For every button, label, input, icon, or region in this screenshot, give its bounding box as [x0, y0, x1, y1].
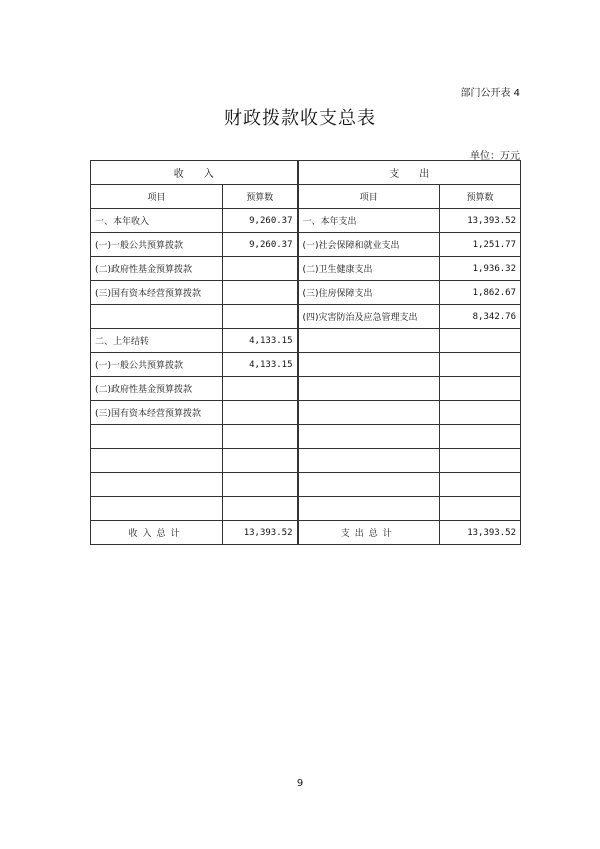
expense-value-cell: 13,393.52 — [440, 209, 521, 233]
page-tag: 部门公开表 4 — [460, 88, 520, 99]
income-item-cell — [91, 449, 223, 473]
section-header-row — [91, 161, 521, 185]
income-item-cell: (二)政府性基金预算拨款 — [91, 377, 223, 401]
expense-item-cell: (二)卫生健康支出 — [298, 257, 440, 281]
table-row — [91, 377, 521, 401]
income-value-cell — [223, 305, 298, 329]
table-row — [91, 233, 521, 257]
table-row — [91, 353, 521, 377]
table-row — [91, 305, 521, 329]
expense-value-cell — [440, 497, 521, 521]
income-item-cell: (三)国有资本经营预算拨款 — [91, 281, 223, 305]
expense-value-cell — [440, 329, 521, 353]
expense-item-cell: (四)灾害防治及应急管理支出 — [298, 305, 440, 329]
expense-item-cell — [298, 449, 440, 473]
expense-item-cell: 一、本年支出 — [298, 209, 440, 233]
income-value-cell: 4,133.15 — [223, 353, 298, 377]
table-row — [91, 281, 521, 305]
page-number: 9 — [296, 778, 304, 789]
expense-value-cell — [440, 425, 521, 449]
expense-item-cell — [298, 329, 440, 353]
income-section-header: 收 入 — [91, 161, 298, 185]
table-row — [91, 209, 521, 233]
expense-total-label: 支出总计 — [298, 521, 440, 545]
expense-item-cell — [298, 353, 440, 377]
income-value-cell — [223, 497, 298, 521]
income-value-cell: 4,133.15 — [223, 329, 298, 353]
page-title: 财政拨款收支总表 — [224, 108, 376, 129]
income-item-cell — [91, 305, 223, 329]
income-value-cell — [223, 281, 298, 305]
expense-value-cell — [440, 377, 521, 401]
expense-value-cell — [440, 353, 521, 377]
expense-value-cell: 1,862.67 — [440, 281, 521, 305]
table-row — [91, 257, 521, 281]
finance-table — [90, 160, 521, 545]
income-budget-header: 预算数 — [223, 185, 298, 209]
expense-section-header: 支 出 — [298, 161, 521, 185]
income-item-cell: 一、本年收入 — [91, 209, 223, 233]
income-value-cell: 9,260.37 — [223, 233, 298, 257]
expense-item-cell — [298, 401, 440, 425]
income-value-cell — [223, 449, 298, 473]
expense-item-cell — [298, 473, 440, 497]
table-row — [91, 497, 521, 521]
income-item-cell — [91, 497, 223, 521]
expense-item-cell — [298, 425, 440, 449]
income-value-cell — [223, 257, 298, 281]
expense-total-value: 13,393.52 — [440, 521, 521, 545]
income-item-cell: (二)政府性基金预算拨款 — [91, 257, 223, 281]
table-row — [91, 449, 521, 473]
table-row — [91, 401, 521, 425]
expense-item-cell: (一)社会保障和就业支出 — [298, 233, 440, 257]
expense-value-cell — [440, 473, 521, 497]
table-row — [91, 425, 521, 449]
unit-label: 单位：万元 — [470, 151, 520, 162]
income-value-cell — [223, 401, 298, 425]
table-row — [91, 329, 521, 353]
expense-value-cell: 1,251.77 — [440, 233, 521, 257]
expense-value-cell: 8,342.76 — [440, 305, 521, 329]
income-item-cell: (一)一般公共预算拨款 — [91, 233, 223, 257]
income-item-cell — [91, 425, 223, 449]
income-value-cell — [223, 473, 298, 497]
income-item-cell: (三)国有资本经营预算拨款 — [91, 401, 223, 425]
income-value-cell: 9,260.37 — [223, 209, 298, 233]
expense-budget-header: 预算数 — [440, 185, 521, 209]
expense-item-header: 项目 — [298, 185, 440, 209]
income-item-cell: 二、上年结转 — [91, 329, 223, 353]
income-total-value: 13,393.52 — [223, 521, 298, 545]
column-header-row — [91, 185, 521, 209]
income-item-cell: (一)一般公共预算拨款 — [91, 353, 223, 377]
expense-value-cell — [440, 401, 521, 425]
income-value-cell — [223, 425, 298, 449]
income-item-cell — [91, 473, 223, 497]
income-total-label: 收入总计 — [91, 521, 223, 545]
income-value-cell — [223, 377, 298, 401]
expense-item-cell — [298, 377, 440, 401]
expense-item-cell: (三)住房保障支出 — [298, 281, 440, 305]
expense-value-cell: 1,936.32 — [440, 257, 521, 281]
total-row — [91, 521, 521, 545]
expense-item-cell — [298, 497, 440, 521]
income-item-header: 项目 — [91, 185, 223, 209]
expense-value-cell — [440, 449, 521, 473]
table-row — [91, 473, 521, 497]
